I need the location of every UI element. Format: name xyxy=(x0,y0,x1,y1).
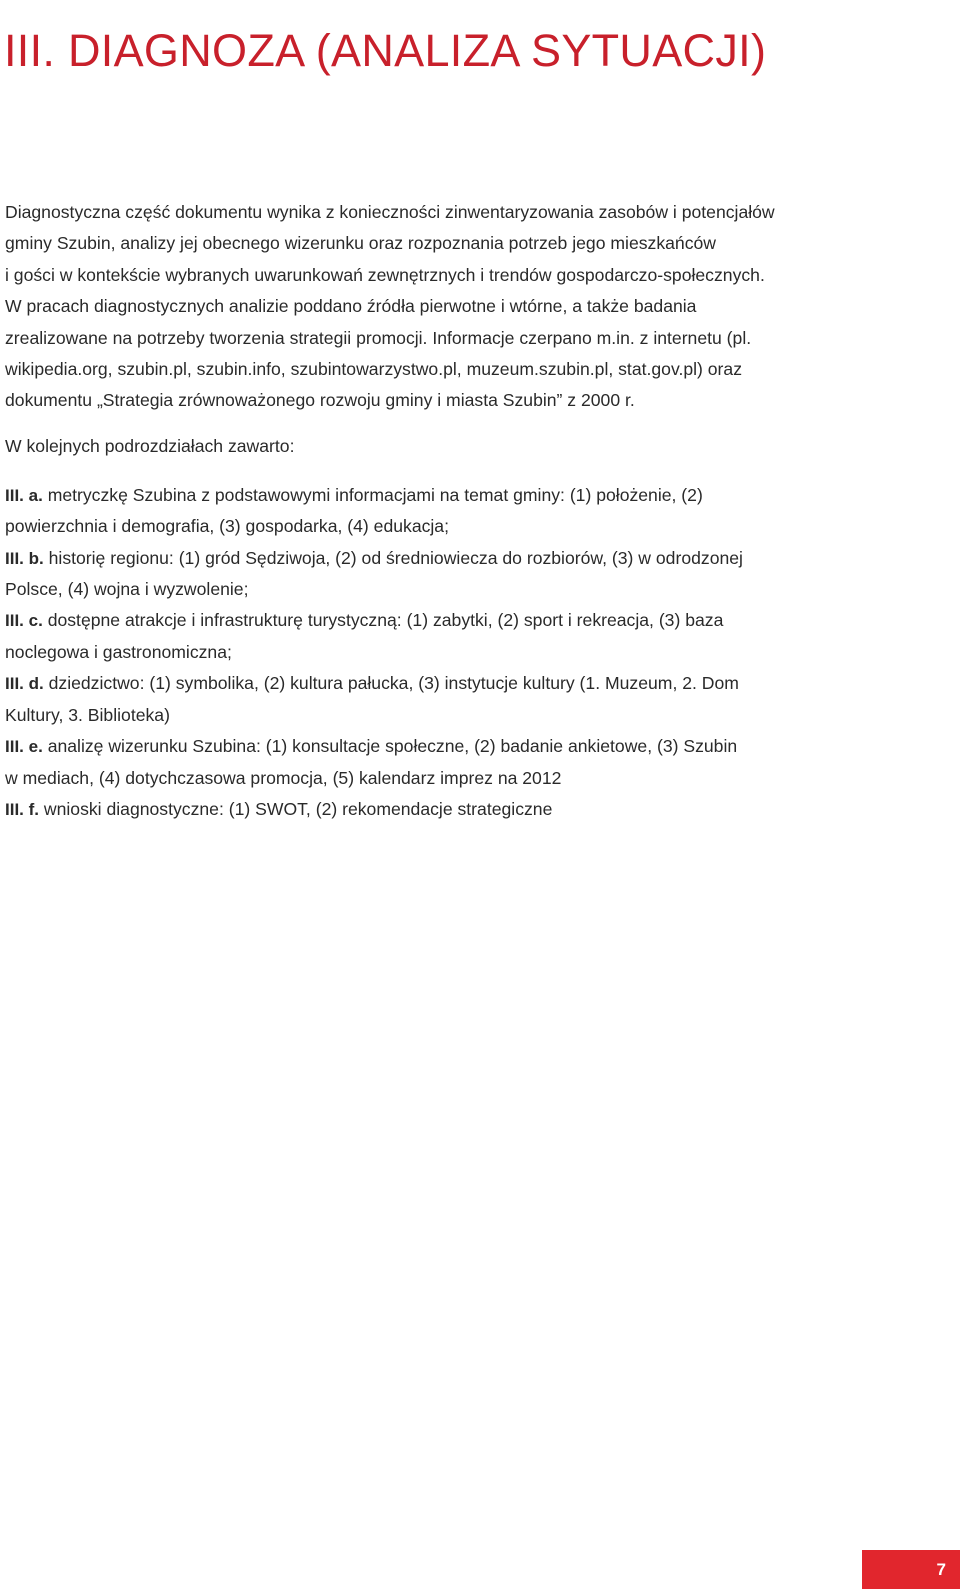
section-text: Polsce, (4) wojna i wyzwolenie; xyxy=(5,579,249,600)
section-marker: III. e. xyxy=(5,737,43,757)
list-item xyxy=(5,543,945,574)
paragraph-line: i gości w kontekście wybranych uwarunkowań zewnętrznych i trendów gospodarczo-społecznych. xyxy=(5,264,765,285)
section-text: historię regionu: (1) gród Sędziwoja, (2) od średniowiecza do rozbiorów, (3) w odrodzonej xyxy=(48,547,743,568)
page-number-box xyxy=(862,1550,960,1589)
list-item xyxy=(5,480,945,511)
section-text: Kultury, 3. Biblioteka) xyxy=(5,704,170,725)
list-item xyxy=(5,794,945,825)
paragraph-line: W pracach diagnostycznych analizie poddano źródła pierwotne i wtórne, a także badania xyxy=(5,296,697,317)
section-text: noclegowa i gastronomiczna; xyxy=(5,641,232,662)
section-text: w mediach, (4) dotychczasowa promocja, (5) kalendarz imprez na 2012 xyxy=(5,767,562,788)
section-marker: III. a. xyxy=(5,485,43,505)
list-item-continuation xyxy=(5,574,945,605)
section-text: metryczkę Szubina z podstawowymi informacjami na temat gminy: (1) położenie, (2) xyxy=(47,484,703,505)
list-item-continuation xyxy=(5,700,945,731)
section-marker: III. b. xyxy=(5,548,44,568)
paragraph-line: zrealizowane na potrzeby tworzenia strategii promocji. Informacje czerpano m.in. z internetu (pl. xyxy=(5,327,752,348)
sections-intro: W kolejnych podrozdziałach zawarto: xyxy=(5,435,295,456)
paragraph-line: wikipedia.org, szubin.pl, szubin.info, szubintowarzystwo.pl, muzeum.szubin.pl, stat.gov.pl) oraz xyxy=(5,359,742,380)
list-item xyxy=(5,605,945,636)
sections-list xyxy=(5,480,945,825)
page-number: 7 xyxy=(936,1560,946,1579)
intro-paragraph xyxy=(5,197,945,417)
section-text: powierzchnia i demografia, (3) gospodarka, (4) edukacja; xyxy=(5,516,449,537)
section-marker: III. c. xyxy=(5,611,43,631)
paragraph-line: dokumentu „Strategia zrównoważonego rozwoju gminy i miasta Szubin” z 2000 r. xyxy=(5,390,635,411)
list-item xyxy=(5,731,945,762)
section-marker: III. f. xyxy=(5,799,39,819)
section-text: dostępne atrakcje i infrastrukturę turystyczną: (1) zabytki, (2) sport i rekreacja, (3) baza xyxy=(47,610,724,631)
section-text: dziedzictwo: (1) symbolika, (2) kultura pałucka, (3) instytucje kultury (1. Muzeum, 2. Dom xyxy=(48,673,739,694)
section-marker: III. d. xyxy=(5,674,44,694)
paragraph-line: gminy Szubin, analizy jej obecnego wizerunku oraz rozpoznania potrzeb jego mieszkańców xyxy=(5,233,716,254)
document-body xyxy=(5,197,945,825)
list-item-continuation xyxy=(5,763,945,794)
list-item-continuation xyxy=(5,637,945,668)
list-item xyxy=(5,668,945,699)
list-item-continuation xyxy=(5,511,945,542)
section-text: analizę wizerunku Szubina: (1) konsultacje społeczne, (2) badanie ankietowe, (3) Szubin xyxy=(47,736,738,757)
section-text: wnioski diagnostyczne: (1) SWOT, (2) rekomendacje strategiczne xyxy=(43,798,553,819)
page-title: III. DIAGNOZA (ANALIZA SYTUACJI) xyxy=(4,25,767,77)
paragraph-line: Diagnostyczna część dokumentu wynika z konieczności zinwentaryzowania zasobów i potencjałów xyxy=(5,202,775,222)
